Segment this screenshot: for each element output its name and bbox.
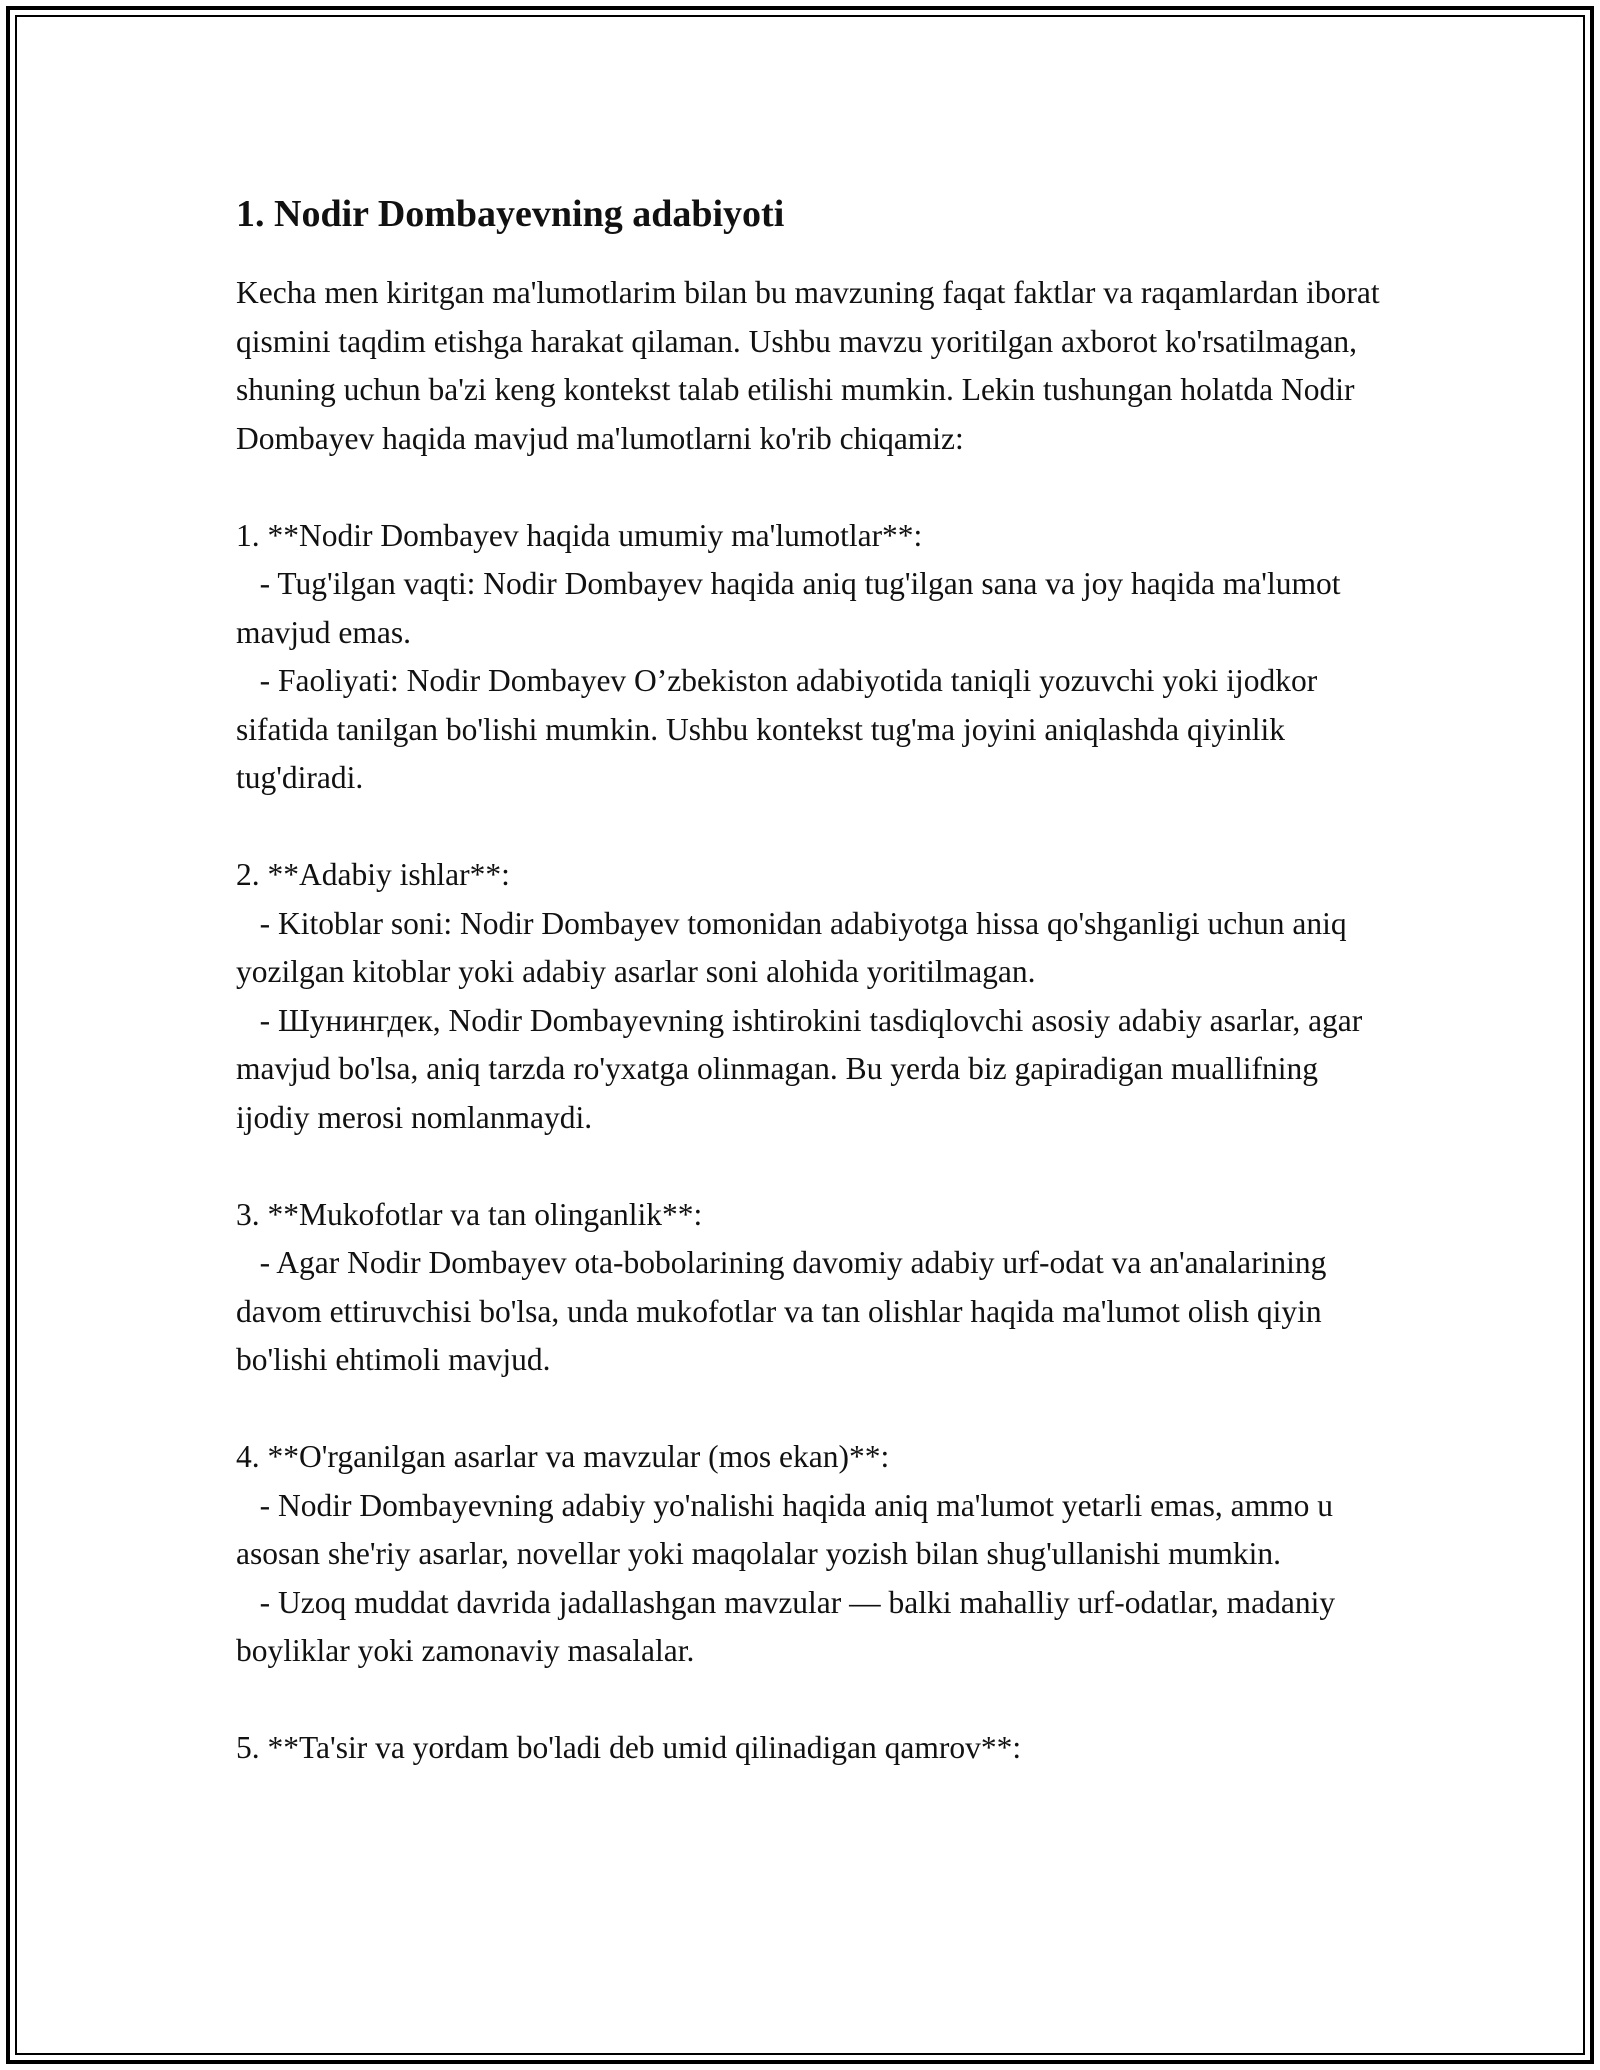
section-heading: 3. **Mukofotlar va tan olinganlik**: — [236, 1196, 703, 1232]
list-item: - Nodir Dombayevning adabiy yo'nalishi haqida aniq ma'lumot yetarli emas, ammo u asosan she'riy asarlar, novellar yoki maqolalar yozish bilan shug'ullanishi mumkin. — [236, 1487, 1341, 1571]
spacer — [236, 1142, 1386, 1191]
section-4 — [236, 1433, 1386, 1676]
section-heading: 1. **Nodir Dombayev haqida umumiy ma'lumotlar**: — [236, 517, 923, 553]
section-1 — [236, 512, 1386, 803]
document-body — [236, 185, 1386, 1773]
section-heading: 2. **Adabiy ishlar**: — [236, 857, 510, 892]
intro-paragraph: Kecha men kiritgan ma'lumotlarim bilan bu mavzuning faqat faktlar va raqamlardan iborat qismini taqdim etishga harakat qilaman. Ushbu mavzu yoritilgan axborot ko'rsatilmagan, shuning uchun ba'zi keng kontekst talab etilishi mumkin. Lekin tushungan holatda Nodir Dombayev haqida mavjud ma'lumotlarni ko'rib chiqamiz: — [236, 275, 1388, 456]
list-item: - Tug'ilgan vaqti: Nodir Dombayev haqida aniq tug'ilgan sana va joy haqida ma'lumot mavjud emas. — [236, 566, 1349, 650]
section-heading: 4. **O'rganilgan asarlar va mavzular (mos ekan)**: — [236, 1439, 890, 1474]
section-2 — [236, 851, 1386, 1142]
document-title: 1. Nodir Dombayevning adabiyoti — [236, 193, 785, 235]
spacer — [236, 1676, 1386, 1725]
section-5 — [236, 1724, 1386, 1773]
section-heading: 5. **Ta'sir va yordam bo'ladi deb umid qilinadigan qamrov**: — [236, 1730, 1022, 1765]
list-item: - Uzoq muddat davrida jadallashgan mavzular — balki mahalliy urf-odatlar, madaniy boyliklar yoki zamonaviy masalalar. — [236, 1584, 1343, 1668]
list-item: - Kitoblar soni: Nodir Dombayev tomonidan adabiyotga hissa qo'shganligi uchun aniq yozilgan kitoblar yoki adabiy asarlar soni alohida yoritilmagan. — [236, 905, 1355, 989]
list-item: - Шунингдек, Nodir Dombayevning ishtirokini tasdiqlovchi asosiy adabiy asarlar, agar mavjud bo'lsa, aniq tarzda ro'yxatga olinmagan. Bu yerda biz gapiradigan muallifning ijodiy merosi nomlanmaydi. — [236, 1002, 1371, 1135]
spacer — [236, 463, 1386, 512]
section-3 — [236, 1191, 1386, 1385]
list-item: - Agar Nodir Dombayev ota-bobolarining davomiy adabiy urf-odat va an'analarining davom ettiruvchisi bo'lsa, unda mukofotlar va tan olishlar haqida ma'lumot olish qiyin bo'lishi ehtimoli mavjud. — [236, 1245, 1335, 1377]
list-item: - Faoliyati: Nodir Dombayev O’zbekiston adabiyotida taniqli yozuvchi yoki ijodkor sifatida tanilgan bo'lishi mumkin. Ushbu kontekst tug'ma joyini aniqlashda qiyinlik tug'diradi. — [236, 663, 1326, 795]
spacer — [236, 803, 1386, 852]
spacer — [236, 1385, 1386, 1434]
